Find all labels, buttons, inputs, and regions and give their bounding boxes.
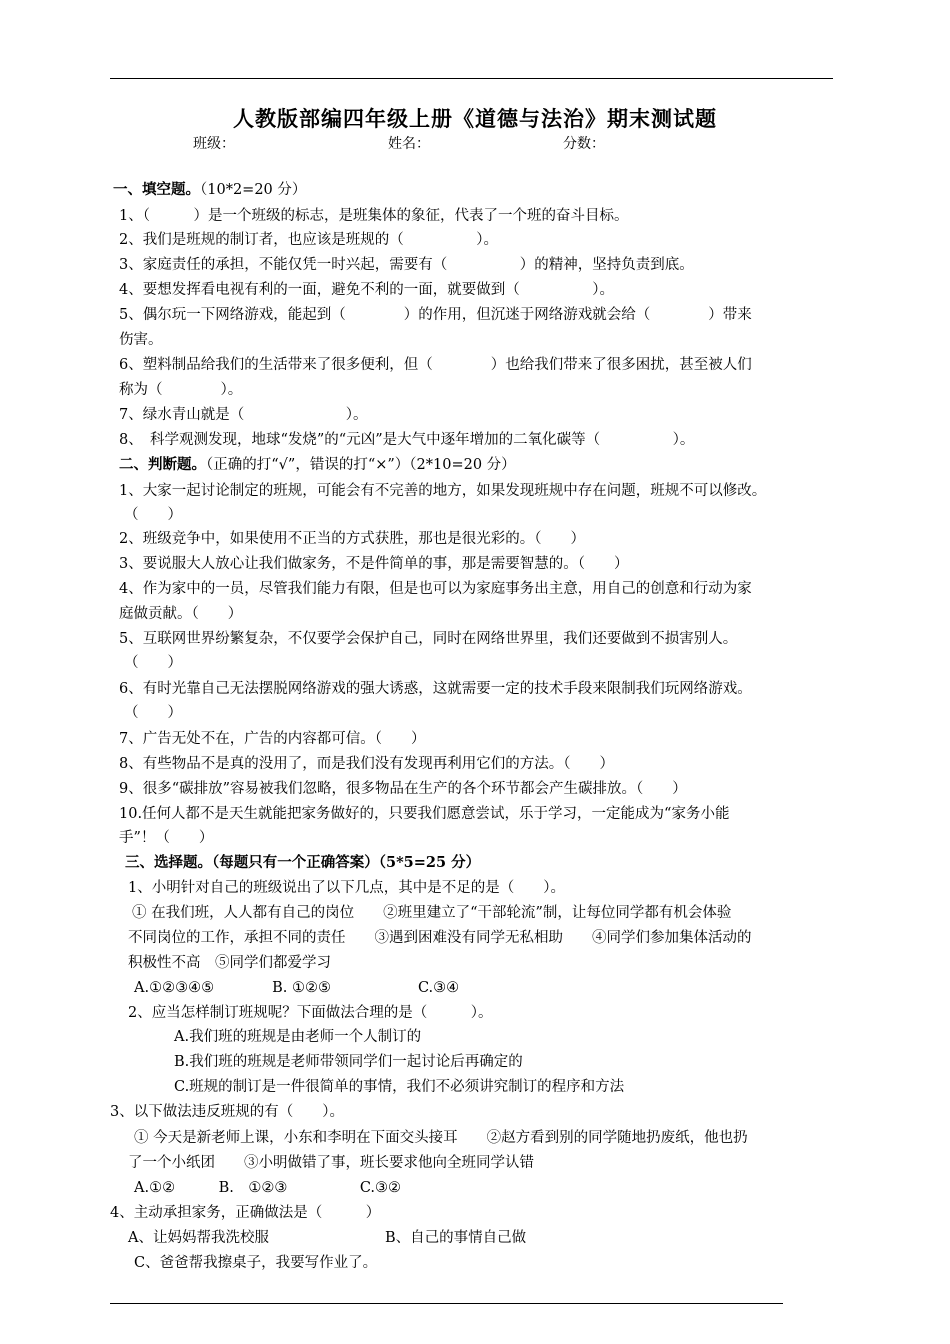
fill-item: 8、 科学观测发现，地球“发烧”的“元凶”是大气中逐年增加的二氧化碳等（ ）。 xyxy=(119,432,695,448)
choice-item: 了一个小纸团 ③小明做错了事，班长要求他向全班同学认错 xyxy=(128,1155,534,1171)
judge-item: 庭做贡献。（ ） xyxy=(119,606,243,622)
fill-item: 4、要想发挥看电视有利的一面，避免不利的一面，就要做到（ ）。 xyxy=(119,282,614,298)
section-2-points: （正确的打“√”，错误的打“×”）（2*10=20 分） xyxy=(206,457,516,473)
judge-item: 8、有些物品不是真的没用了，而是我们没有发现再利用它们的方法。（ ） xyxy=(119,756,614,772)
choice-item: A.①② B. ①②③ C.③② xyxy=(134,1180,402,1196)
fill-item: 1、（ ）是一个班级的标志，是班集体的象征，代表了一个班的奋斗目标。 xyxy=(119,208,629,224)
choice-item: 积极性不高 ⑤同学们都爱学习 xyxy=(128,955,331,971)
judge-item: 7、广告无处不在，广告的内容都可信。（ ） xyxy=(119,731,426,747)
choice-item: ① 今天是新老师上课，小东和李明在下面交头接耳 ②赵方看到别的同学随地扔废纸，他也扔 xyxy=(134,1130,748,1146)
judge-item: 6、有时光靠自己无法摆脱网络游戏的强大诱惑，这就需要一定的技术手段来限制我们玩网络游戏。 xyxy=(119,681,752,697)
choice-item: 1、小明针对自己的班级说出了以下几点，其中是不足的是（ ）。 xyxy=(128,880,565,896)
choice-item: C.班规的制订是一件很简单的事情，我们不必须讲究制订的程序和方法 xyxy=(174,1079,625,1095)
choice-item: A.我们班的班规是由老师一个人制订的 xyxy=(174,1029,422,1045)
choice-item: 4、主动承担家务，正确做法是（ ） xyxy=(110,1205,381,1221)
judge-item: 1、大家一起讨论制定的班规，可能会有不完善的地方，如果发现班规中存在问题，班规不可以修改。 xyxy=(119,483,767,499)
fill-item: 称为（ ）。 xyxy=(119,382,243,398)
fill-item: 3、家庭责任的承担，不能仅凭一时兴起，需要有（ ）的精神，坚持负责到底。 xyxy=(119,257,694,273)
section-2-title: 二、判断题。 xyxy=(119,456,206,473)
choice-item: B.我们班的班规是老师带领同学们一起讨论后再确定的 xyxy=(174,1054,523,1070)
section-3-heading: 三、选择题。（每题只有一个正确答案）（5*5=25 分） xyxy=(125,854,481,871)
choice-item: 不同岗位的工作，承担不同的责任 ③遇到困难没有同学无私相助 ④同学们参加集体活动的 xyxy=(128,930,752,946)
choice-item: 3、以下做法违反班规的有（ ）。 xyxy=(110,1104,344,1120)
top-rule xyxy=(110,78,833,79)
bottom-rule xyxy=(110,1303,783,1304)
judge-item: （ ） xyxy=(124,655,182,671)
choice-item: 2、应当怎样制订班规呢？下面做法合理的是（ ）。 xyxy=(128,1005,493,1021)
score-label: 分数： xyxy=(563,136,605,152)
name-label: 姓名： xyxy=(388,136,430,152)
section-2-heading xyxy=(119,455,516,475)
choice-item: A.①②③④⑤ B. ①②⑤ C.③④ xyxy=(134,980,460,996)
judge-item: 9、很多“碳排放”容易被我们忽略，很多物品在生产的各个环节都会产生碳排放。（ ） xyxy=(119,781,687,797)
choice-item: ① 在我们班，人人都有自己的岗位 ②班里建立了“干部轮流”制，让每位同学都有机会体验 xyxy=(132,905,732,921)
judge-item: 4、作为家中的一员，尽管我们能力有限，但是也可以为家庭事务出主意，用自己的创意和行动为家 xyxy=(119,581,752,597)
judge-item: 手”！（ ） xyxy=(119,830,214,846)
section-1-points: （10*2=20 分） xyxy=(200,182,307,198)
judge-item: （ ） xyxy=(124,507,182,523)
choice-item: A、让妈妈帮我洗校服 B、自己的事情自己做 xyxy=(128,1230,527,1246)
fill-item: 6、塑料制品给我们的生活带来了很多便利，但（ ）也给我们带来了很多困扰，甚至被人们 xyxy=(119,357,752,373)
judge-item: 10.任何人都不是天生就能把家务做好的，只要我们愿意尝试，乐于学习，一定能成为“家务小能 xyxy=(119,806,730,822)
fill-item: 5、偶尔玩一下网络游戏，能起到（ ）的作用，但沉迷于网络游戏就会给（ ）带来 xyxy=(119,307,752,323)
judge-item: （ ） xyxy=(124,705,182,721)
fill-item: 2、我们是班规的制订者，也应该是班规的（ ）。 xyxy=(119,232,498,248)
section-1-title: 一、填空题。 xyxy=(113,181,200,198)
judge-item: 3、要说服大人放心让我们做家务，不是件简单的事，那是需要智慧的。（ ） xyxy=(119,556,629,572)
judge-item: 2、班级竞争中，如果使用不正当的方式获胜，那也是很光彩的。（ ） xyxy=(119,531,585,547)
fill-item: 7、绿水青山就是（ ）。 xyxy=(119,407,368,423)
choice-item: C、爸爸帮我擦桌子，我要写作业了。 xyxy=(134,1255,378,1271)
section-1-heading xyxy=(113,180,306,200)
page-title: 人教版部编四年级上册《道德与法治》期末测试题 xyxy=(233,106,717,131)
judge-item: 5、互联网世界纷繁复杂，不仅要学会保护自己，同时在网络世界里，我们还要做到不损害别人。 xyxy=(119,631,738,647)
fill-item: 伤害。 xyxy=(119,332,163,348)
class-label: 班级： xyxy=(193,136,235,152)
